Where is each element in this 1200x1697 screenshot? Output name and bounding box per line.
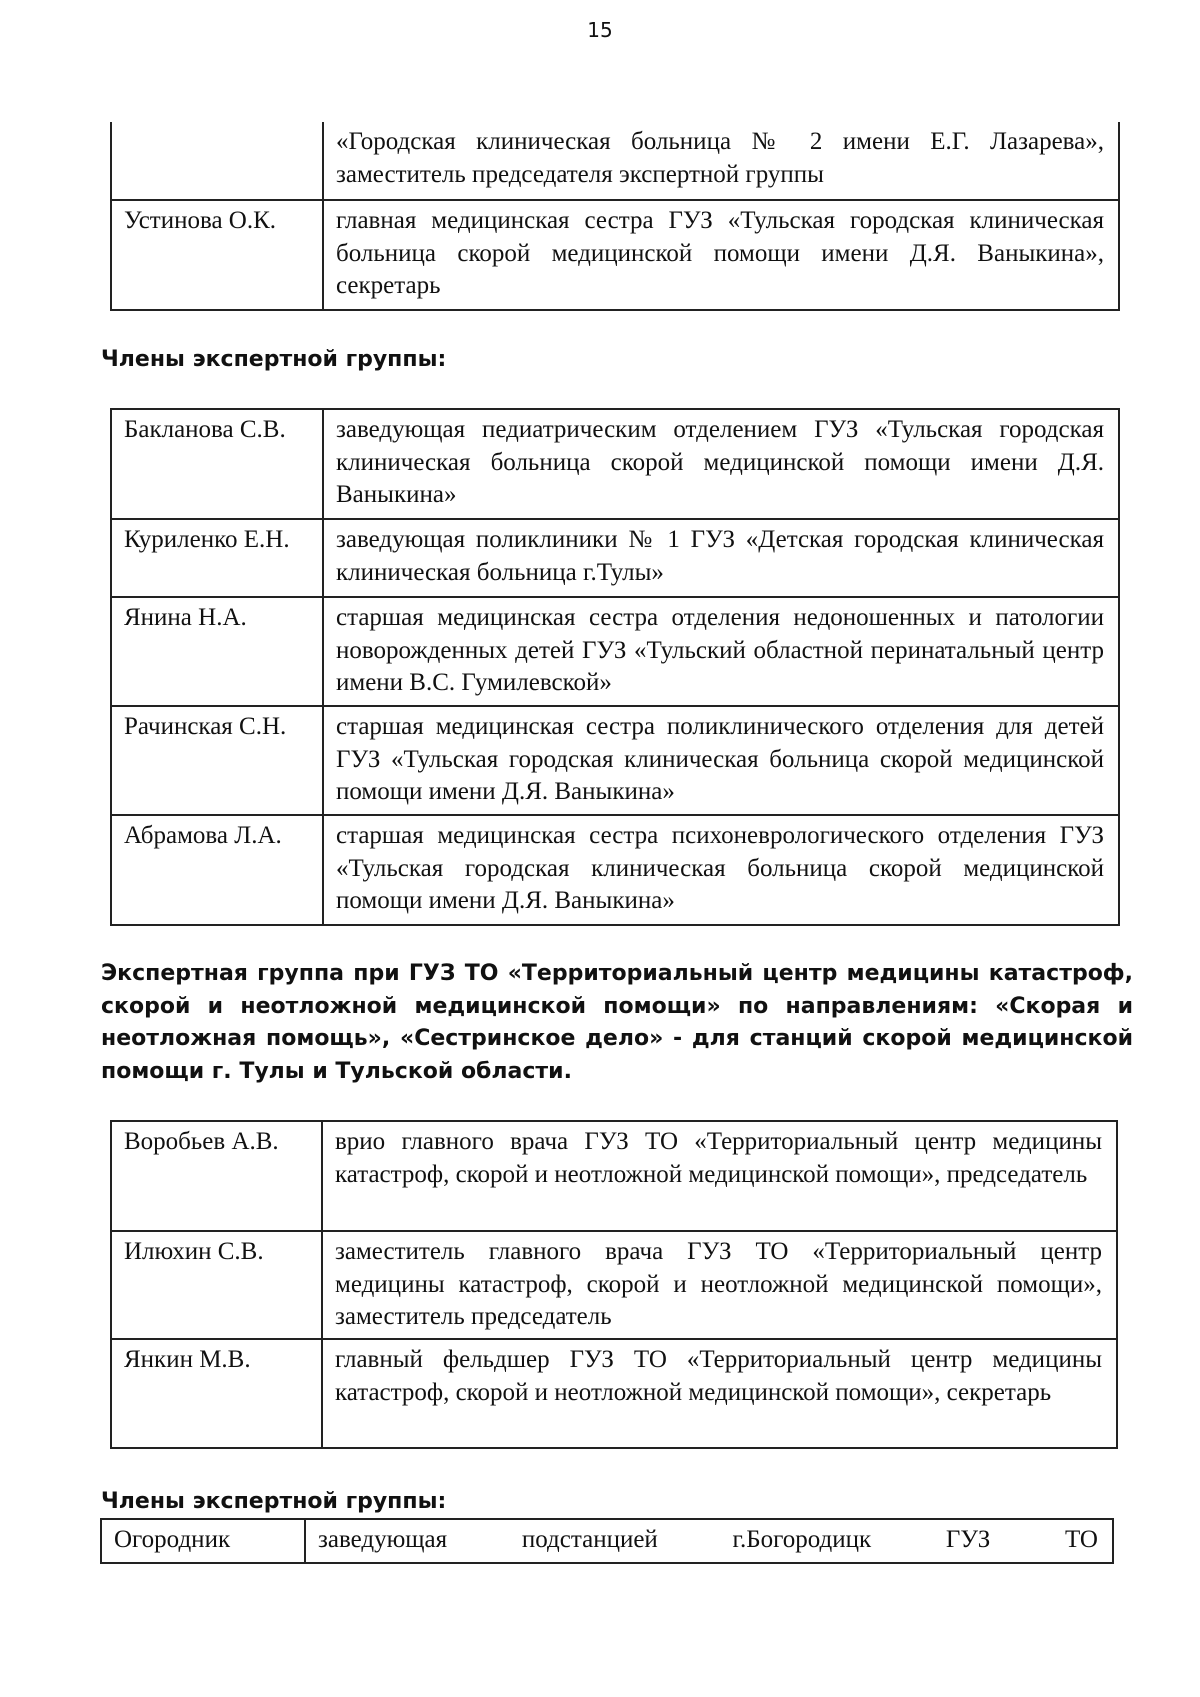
expert-group-members-table: [110, 408, 1120, 926]
table-row: [111, 597, 1119, 706]
member-position: главная медицинская сестра ГУЗ «Тульская городская клиническая больница скорой медицинской помощи имени Д.Я. Ваныкина», секретарь: [323, 200, 1119, 310]
table-row: [111, 1339, 1117, 1448]
table-row: [111, 200, 1119, 310]
member-position: заместитель главного врача ГУЗ ТО «Территориальный центр медицины катастроф, скорой и неотложной медицинской помощи», заместитель председатель: [322, 1231, 1117, 1339]
member-name: Огородник: [101, 1519, 305, 1563]
table-row: [111, 1231, 1117, 1339]
member-name: [111, 122, 323, 200]
member-position: заведующая подстанцией г.Богородицк ГУЗ ТО: [305, 1519, 1113, 1563]
section-heading: Члены экспертной группы:: [101, 1489, 447, 1514]
section-heading: Члены экспертной группы:: [101, 347, 447, 372]
member-position: старшая медицинская сестра психоневрологического отделения ГУЗ «Тульская городская клиническая больница скорой медицинской помощи имени Д.Я. Ваныкина»: [323, 815, 1119, 925]
table-row: [111, 706, 1119, 815]
member-position: старшая медицинская сестра отделения недоношенных и патологии новорожденных детей ГУЗ «Тульский областной перинатальный центр имени В.С. Гумилевской»: [323, 597, 1119, 706]
member-name: Устинова О.К.: [111, 200, 323, 310]
page-number: 15: [587, 18, 613, 42]
table-row: [111, 815, 1119, 925]
member-position: старшая медицинская сестра поликлинического отделения для детей ГУЗ «Тульская городская клиническая больница скорой медицинской помощи имени Д.Я. Ваныкина»: [323, 706, 1119, 815]
member-name: Янкин М.В.: [111, 1339, 322, 1448]
member-position: «Городская клиническая больница № 2 имени Е.Г. Лазарева», заместитель председателя экспертной группы: [323, 122, 1119, 200]
member-position: заведующая педиатрическим отделением ГУЗ «Тульская городская клиническая больница скорой медицинской помощи имени Д.Я. Ваныкина»: [323, 409, 1119, 519]
table-row: [101, 1519, 1113, 1563]
member-name: Абрамова Л.А.: [111, 815, 323, 925]
table-row: [111, 409, 1119, 519]
table-row: [111, 1121, 1117, 1231]
member-name: Куриленко Е.Н.: [111, 519, 323, 597]
member-position: заведующая поликлиники № 1 ГУЗ «Детская городская клиническая клиническая больница г.Тулы»: [323, 519, 1119, 597]
member-name: Илюхин С.В.: [111, 1231, 322, 1339]
table-row: [111, 519, 1119, 597]
emergency-expert-group-table: [110, 1120, 1118, 1449]
member-name: Янина Н.А.: [111, 597, 323, 706]
member-position: врио главного врача ГУЗ ТО «Территориальный центр медицины катастроф, скорой и неотложной медицинской помощи», председатель: [322, 1121, 1117, 1231]
member-name: Воробьев А.В.: [111, 1121, 322, 1231]
table-row: [111, 122, 1119, 200]
section-heading: Экспертная группа при ГУЗ ТО «Территориальный центр медицины катастроф, скорой и неотложной медицинской помощи» по направлениям: «Скорая и неотложная помощь», «Сестринское дело» - для станций скорой медицинской помощи г. Тулы и Тульской области.: [101, 961, 1133, 1084]
member-name: Рачинская С.Н.: [111, 706, 323, 815]
member-position: главный фельдшер ГУЗ ТО «Территориальный центр медицины катастроф, скорой и неотложной медицинской помощи», секретарь: [322, 1339, 1117, 1448]
expert-group-leadership-table: [110, 122, 1120, 311]
member-name: Бакланова С.В.: [111, 409, 323, 519]
emergency-expert-members-table: [100, 1518, 1114, 1564]
